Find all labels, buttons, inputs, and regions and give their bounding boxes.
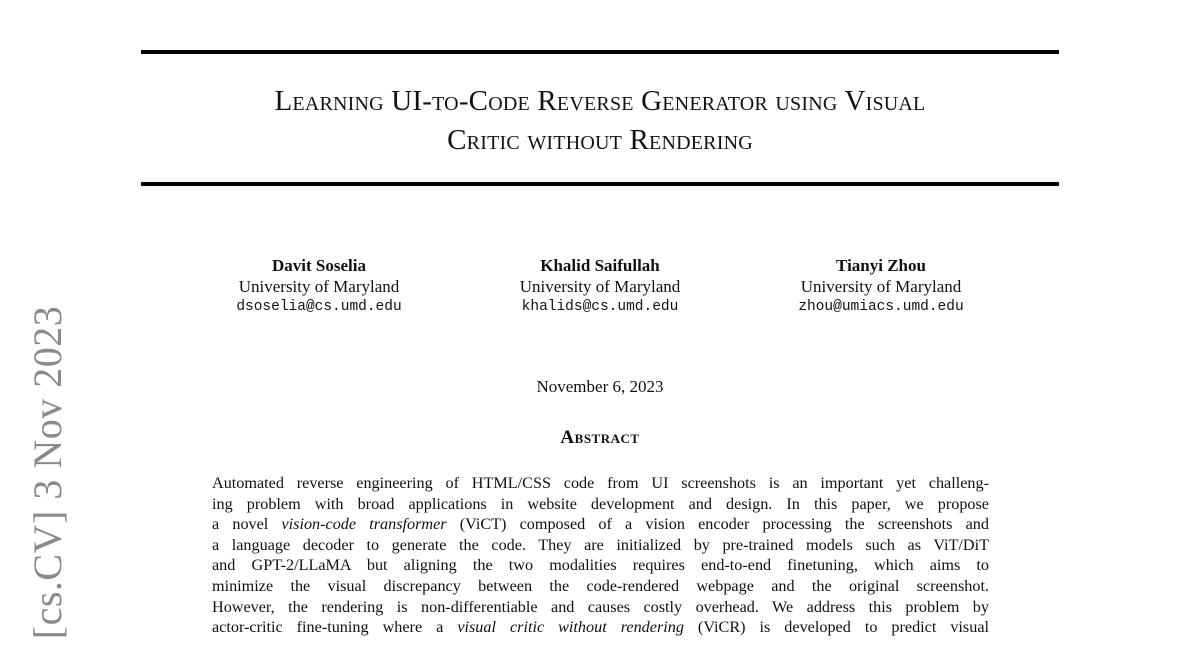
author-name: Tianyi Zhou — [836, 256, 926, 275]
abstract-line — [212, 473, 989, 494]
author-1 — [189, 255, 449, 318]
paper-title-line-2: Critic without Rendering — [447, 124, 753, 156]
abstract-line — [212, 514, 989, 535]
author-name: Davit Soselia — [272, 256, 366, 275]
author-3 — [751, 255, 1011, 318]
abstract-text: Automated reverse engineering of HTML/CSS code from UI screenshots is an important yet challeng- — [212, 474, 989, 492]
arxiv-identifier-stamp — [8, 302, 88, 642]
abstract-text: However, the rendering is non-differentiable and causes costly overhead. We address this problem by — [212, 597, 989, 616]
author-affiliation: University of Maryland — [519, 277, 681, 296]
abstract-text: ing problem with broad applications in website development and design. In this paper, we propose — [212, 494, 989, 513]
abstract-text: and GPT-2/LLaMA but aligning the two modalities requires end-to-end finetuning, which aims to — [212, 556, 989, 575]
author-email[interactable]: khalids@cs.umd.edu — [521, 299, 679, 315]
abstract-line — [212, 535, 989, 556]
abstract-line — [212, 576, 989, 597]
abstract-emphasis: vision-code transformer — [281, 515, 447, 534]
abstract-body — [212, 473, 989, 638]
paper-title-line-1: Learning UI-to-Code Reverse Generator using Visual — [274, 85, 926, 117]
abstract-line — [212, 494, 989, 515]
paper-title — [141, 82, 1059, 160]
abstract-text: (ViCR) is developed to predict visual — [683, 618, 990, 637]
author-email[interactable]: dsoselia@cs.umd.edu — [236, 299, 402, 315]
abstract-text: minimize the visual discrepancy between the code-rendered webpage and the original screenshot. — [212, 576, 989, 595]
title-top-rule — [141, 50, 1059, 54]
title-bottom-rule — [141, 182, 1059, 186]
abstract-heading: Abstract — [560, 427, 640, 448]
abstract-text: actor-critic fine-tuning where a — [212, 618, 458, 637]
abstract-text: (ViCT) composed of a vision encoder processing the screenshots and — [446, 515, 989, 534]
abstract-line — [212, 555, 989, 576]
abstract-line — [212, 617, 989, 638]
author-email[interactable]: zhou@umiacs.umd.edu — [798, 299, 964, 315]
author-name: Khalid Saifullah — [540, 256, 660, 275]
author-2 — [470, 255, 730, 318]
abstract-text: a language decoder to generate the code. They are initialized by pre-trained models such as ViT/DiT — [212, 535, 989, 554]
abstract-line — [212, 597, 989, 618]
publication-date: November 6, 2023 — [536, 377, 664, 396]
abstract-text: a novel — [212, 515, 282, 534]
abstract-emphasis: visual critic without rendering — [457, 618, 684, 637]
author-affiliation: University of Maryland — [800, 277, 962, 296]
arxiv-stamp-text: [cs.CV] 3 Nov 2023 — [25, 305, 71, 639]
author-affiliation: University of Maryland — [238, 277, 400, 296]
